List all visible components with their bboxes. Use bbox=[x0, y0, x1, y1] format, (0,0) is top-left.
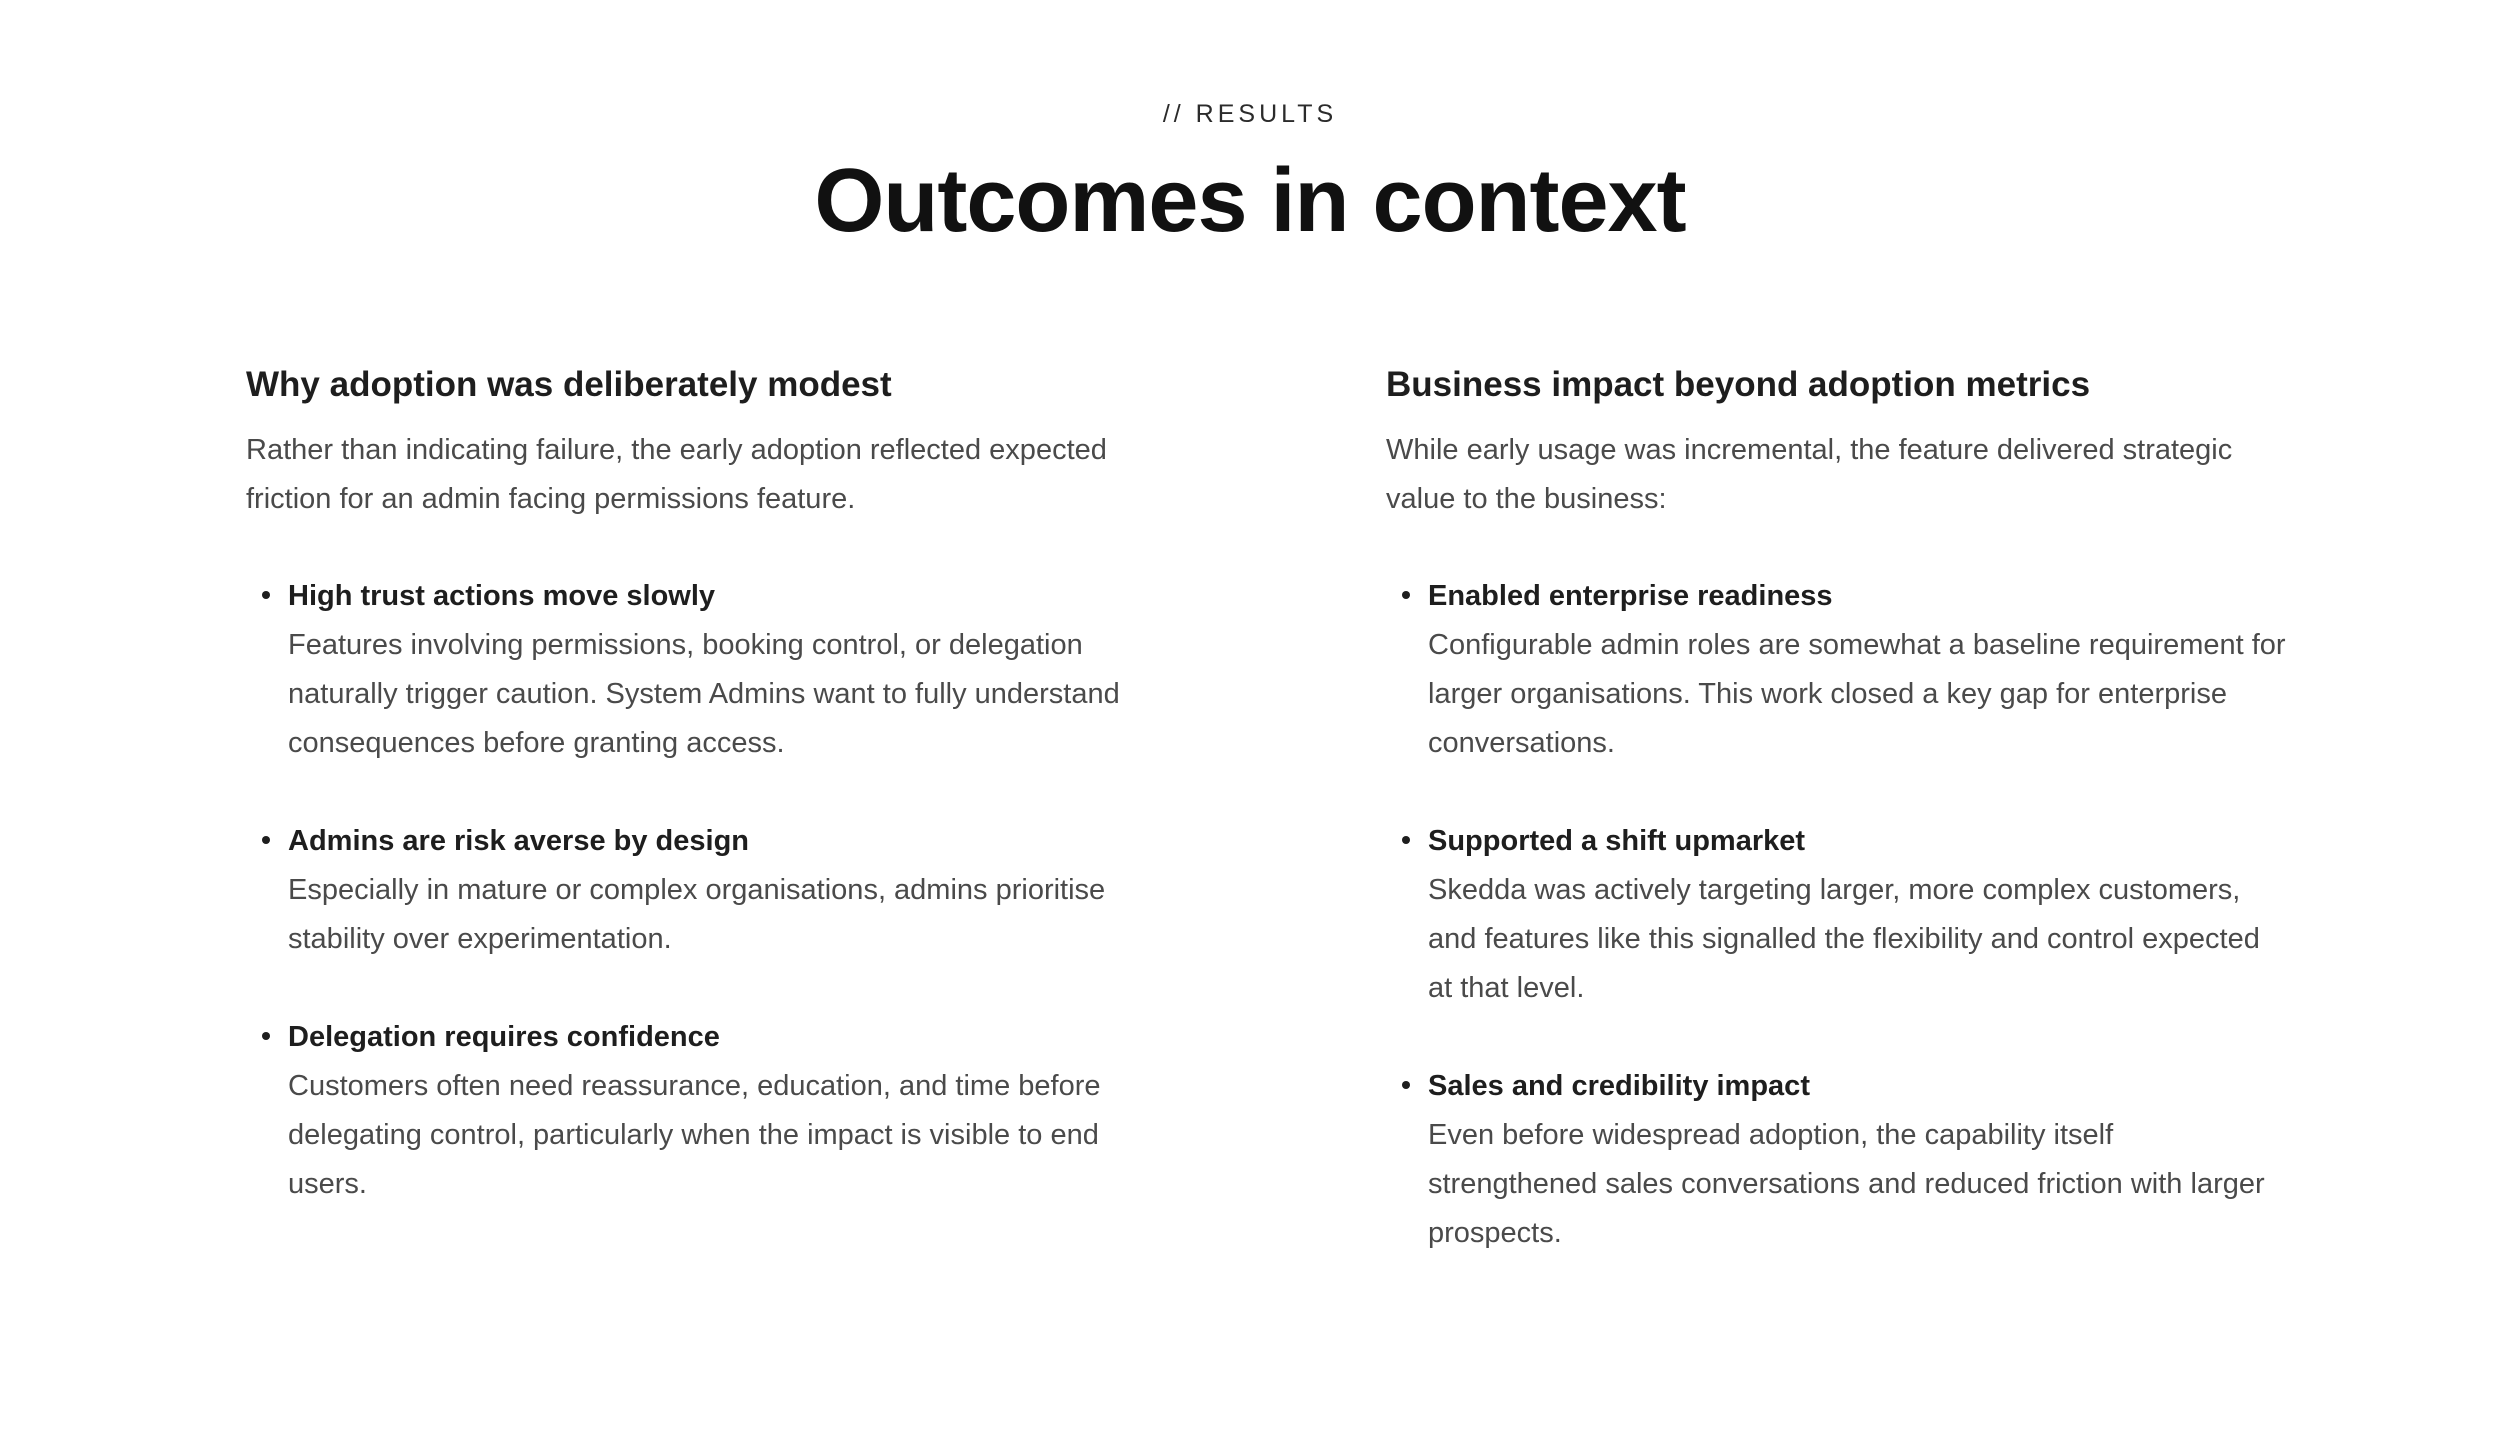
list-item-title: Supported a shift upmarket bbox=[1428, 825, 1806, 857]
right-column bbox=[1386, 360, 2286, 1307]
list-item-title: Admins are risk averse by design bbox=[288, 825, 749, 857]
list-item-text: Skedda was actively targeting larger, more complex customers, and features like this signalled the flexibility and control expected at that level. bbox=[1428, 874, 2260, 1004]
section-title: Outcomes in context bbox=[814, 151, 1686, 251]
section-eyebrow: // RESULTS bbox=[1162, 100, 1338, 128]
list-item-text: Configurable admin roles are somewhat a baseline requirement for larger organisations. This work closed a key gap for enterprise conversations. bbox=[1428, 629, 2286, 759]
list-item-title: High trust actions move slowly bbox=[288, 580, 716, 612]
list-item-text: Customers often need reassurance, education, and time before delegating control, particularly when the impact is visible to end users. bbox=[288, 1070, 1101, 1200]
left-column-intro: Rather than indicating failure, the early adoption reflected expected friction for an admin facing permissions feature. bbox=[246, 434, 1107, 515]
right-column-intro: While early usage was incremental, the feature delivered strategic value to the business: bbox=[1386, 434, 2233, 515]
list-item-text: Features involving permissions, booking control, or delegation naturally trigger caution. System Admins want to fully understand consequences before granting access. bbox=[288, 629, 1120, 759]
right-bullet-list bbox=[1386, 572, 2286, 1258]
left-column bbox=[246, 360, 1146, 1258]
list-item bbox=[1386, 817, 2286, 1013]
bullet-icon bbox=[262, 591, 270, 599]
list-item-title: Delegation requires confidence bbox=[288, 1021, 720, 1053]
list-item-title: Sales and credibility impact bbox=[1428, 1070, 1810, 1102]
list-item bbox=[246, 572, 1146, 768]
bullet-icon bbox=[262, 1032, 270, 1040]
list-item bbox=[246, 817, 1146, 964]
list-item bbox=[1386, 572, 2286, 768]
list-item-text: Especially in mature or complex organisations, admins prioritise stability over experimentation. bbox=[288, 874, 1106, 955]
list-item-text: Even before widespread adoption, the capability itself strengthened sales conversations and reduced friction with larger prospects. bbox=[1428, 1119, 2265, 1249]
list-item bbox=[246, 1013, 1146, 1209]
bullet-icon bbox=[1402, 1081, 1410, 1089]
list-item-title: Enabled enterprise readiness bbox=[1428, 580, 1833, 612]
left-bullet-list bbox=[246, 572, 1146, 1209]
list-item bbox=[1386, 1062, 2286, 1258]
right-column-heading: Business impact beyond adoption metrics bbox=[1386, 365, 2091, 404]
left-column-heading: Why adoption was deliberately modest bbox=[246, 365, 892, 404]
bullet-icon bbox=[262, 836, 270, 844]
bullet-icon bbox=[1402, 591, 1410, 599]
bullet-icon bbox=[1402, 836, 1410, 844]
